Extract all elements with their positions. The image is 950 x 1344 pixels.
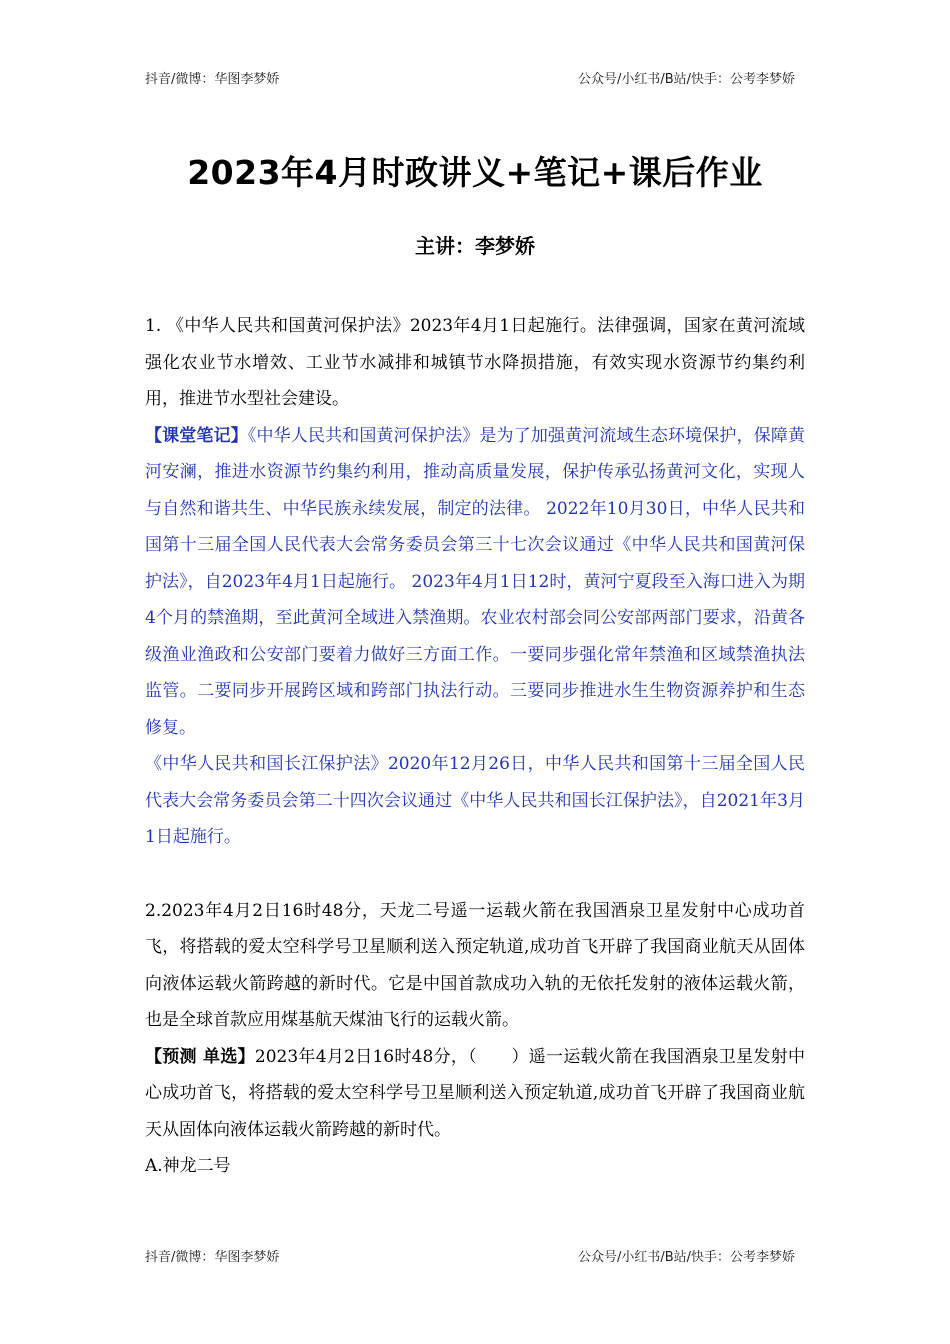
prediction-text: 2023年4月2日16时48分，（ ）遥一运载火箭在我国酒泉卫星发射中心成功首飞，将搭载的爱太空科学号卫星顺利送入预定轨道,成功首飞开辟了我国商业航天从固体向液体运载火箭跨越的新时代。 — [145, 1046, 805, 1140]
footer-right: 公众号/小红书/B站/快手：公考李梦娇 — [577, 1250, 795, 1265]
option-a: A.神龙二号 — [145, 1156, 231, 1176]
item-2-prediction — [145, 1039, 805, 1149]
item-2-text: 2.2023年4月2日16时48分，天龙二号遥一运载火箭在我国酒泉卫星发射中心成功首飞，将搭载的爱太空科学号卫星顺利送入预定轨道,成功首飞开辟了我国商业航天从固体向液体运载火箭跨越的新时代。它是中国首款成功入轨的无依托发射的液体运载火箭，也是全球首款应用煤基航天煤油飞行的运载火箭。 — [145, 900, 805, 1030]
lecturer-line: 主讲：李梦娇 — [415, 234, 535, 258]
prediction-tag: 【预测 单选】 — [145, 1046, 255, 1067]
class-note-text: 《中华人民共和国黄河保护法》是为了加强黄河流域生态环境保护，保障黄河安澜，推进水资源节约集约利用，推动高质量发展，保护传承弘扬黄河文化，实现人与自然和谐共生、中华民族永续发展，制定的法律。 2022年10月30日，中华人民共和国第十三届全国人民代表大会常务委员会第三十七次会议通过《中华人民共和国黄河保护法》，自2023年4月1日起施行。 2023年4月1日12时，黄河宁夏段至入海口进入为期4个月的禁渔期，至此黄河全域进入禁渔期。农业农村部会同公安部两部门要求，沿黄各级渔业渔政和公安部门要着力做好三方面工作。一要同步强化常年禁渔和区域禁渔执法监管。二要同步开展跨区域和跨部门执法行动。三要同步推进水生生物资源养护和生态修复。 — [145, 425, 806, 738]
header-right: 公众号/小红书/B站/快手：公考李梦娇 — [577, 72, 795, 87]
paragraph-gap — [145, 856, 805, 893]
item-1-class-note-yangtze: 《中华人民共和国长江保护法》2020年12月26日，中华人民共和国第十三届全国人民代表大会常务委员会第二十四次会议通过《中华人民共和国长江保护法》，自2021年3月1日起施行。 — [145, 754, 805, 847]
class-note-tag: 【课堂笔记】 — [145, 425, 248, 446]
item-1-class-note — [145, 418, 805, 747]
item-1-text: 1. 《中华人民共和国黄河保护法》2023年4月1日起施行。法律强调，国家在黄河流域强化农业节水增效、工业节水减排和城镇节水降损措施，有效实现水资源节约集约利用，推进节水型社会建设。 — [145, 316, 805, 409]
footer-left: 抖音/微博：华图李梦娇 — [145, 1250, 280, 1265]
header-left: 抖音/微博：华图李梦娇 — [145, 72, 280, 87]
document-body — [145, 308, 805, 1185]
document-title: 2023年4月时政讲义+笔记+课后作业 — [187, 153, 763, 192]
